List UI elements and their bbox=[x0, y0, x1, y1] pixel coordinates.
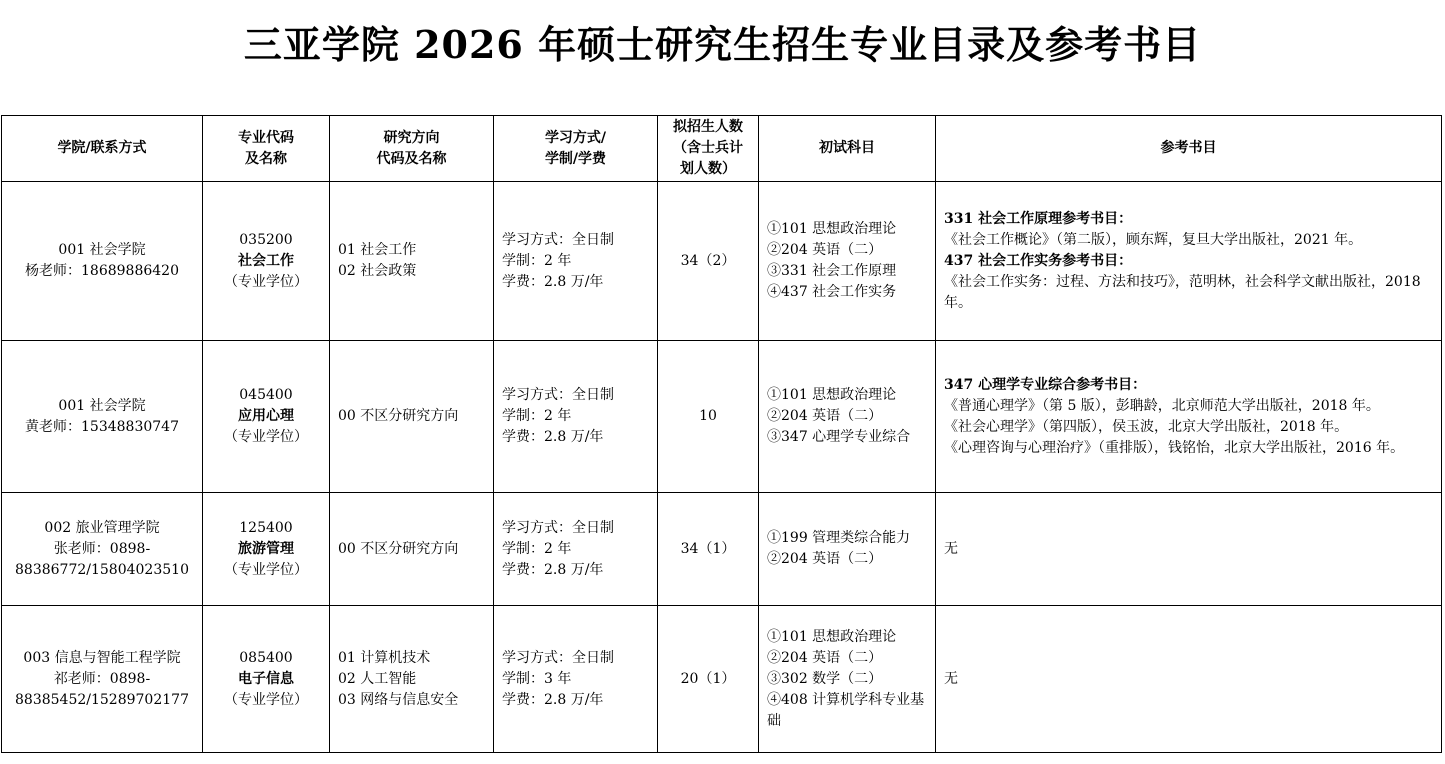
direction-item: 01 计算机技术 bbox=[338, 649, 431, 666]
direction-item: 03 网络与信息安全 bbox=[338, 691, 459, 708]
table-row bbox=[2, 182, 1442, 341]
header-major-line1: 专业代码 bbox=[238, 129, 294, 146]
major-degree: （专业学位） bbox=[224, 273, 308, 290]
books-cell bbox=[936, 341, 1442, 493]
header-books: 参考书目 bbox=[936, 116, 1442, 182]
major-code: 035200 bbox=[239, 231, 293, 248]
book-entry: 无 bbox=[944, 670, 958, 687]
major-degree: （专业学位） bbox=[224, 429, 308, 445]
books-cell bbox=[936, 606, 1442, 753]
direction-item: 01 社会工作 bbox=[338, 242, 417, 258]
book-entry: 无 bbox=[944, 540, 958, 557]
major-cell bbox=[203, 606, 330, 753]
college-name: 003 信息与智能工程学院 bbox=[23, 649, 181, 666]
header-quota-line2: （含士兵计 bbox=[673, 140, 743, 156]
exam-cell bbox=[759, 182, 936, 341]
header-direction-line2: 代码及名称 bbox=[376, 150, 447, 167]
exam-item: ②204 英语（二） bbox=[767, 242, 883, 258]
exam-cell bbox=[759, 606, 936, 753]
page-title: 三亚学院 2026 年硕士研究生招生专业目录及参考书目 bbox=[243, 22, 1202, 67]
books-cell bbox=[936, 182, 1442, 341]
study-cell bbox=[494, 606, 658, 753]
exam-item: ①101 思想政治理论 bbox=[767, 221, 897, 237]
header-quota-line1: 拟招生人数 bbox=[673, 119, 743, 135]
study-fee: 学费：2.8 万/年 bbox=[502, 429, 604, 445]
major-degree: （专业学位） bbox=[224, 561, 308, 578]
header-major-line2: 及名称 bbox=[245, 150, 287, 167]
header-study-line2: 学制/学费 bbox=[544, 150, 607, 167]
exam-item: ③347 心理学专业综合 bbox=[767, 429, 911, 445]
exam-item: ④437 社会工作实务 bbox=[767, 284, 897, 300]
major-name: 电子信息 bbox=[238, 670, 294, 687]
exam-item: ①101 思想政治理论 bbox=[767, 387, 897, 403]
college-contact: 祁老师：0898- bbox=[53, 670, 151, 687]
major-cell bbox=[203, 182, 330, 341]
major-degree: （专业学位） bbox=[224, 691, 308, 708]
college-contact-phone: 88385452/15289702177 bbox=[15, 691, 189, 708]
exam-cell bbox=[759, 493, 936, 606]
direction-item: 02 人工智能 bbox=[338, 670, 417, 687]
exam-item: ①101 思想政治理论 bbox=[767, 628, 897, 645]
study-years: 学制：3 年 bbox=[502, 670, 572, 687]
college-cell bbox=[2, 182, 203, 341]
quota-cell: 20（1） bbox=[658, 606, 759, 753]
exam-item: ③302 数学（二） bbox=[767, 670, 883, 687]
books-cell bbox=[936, 493, 1442, 606]
study-cell bbox=[494, 493, 658, 606]
header-study-line1: 学习方式/ bbox=[544, 129, 607, 146]
book-entry: 《心理咨询与心理治疗》（重排版），钱铭怡，北京大学出版社，2016 年。 bbox=[944, 439, 1405, 456]
quota-cell: 10 bbox=[658, 341, 759, 493]
study-mode: 学习方式：全日制 bbox=[502, 387, 614, 403]
study-cell bbox=[494, 182, 658, 341]
study-cell bbox=[494, 341, 658, 493]
header-study bbox=[494, 116, 658, 182]
exam-item: ③331 社会工作原理 bbox=[767, 263, 897, 279]
header-exam: 初试科目 bbox=[759, 116, 936, 182]
direction-cell bbox=[330, 182, 494, 341]
header-quota-line3: 划人数） bbox=[680, 161, 736, 177]
college-name: 002 旅业管理学院 bbox=[44, 519, 160, 536]
book-entry: 《社会心理学》（第四版），侯玉波，北京大学出版社，2018 年。 bbox=[944, 418, 1349, 435]
header-direction bbox=[330, 116, 494, 182]
direction-cell bbox=[330, 606, 494, 753]
exam-item: ④408 计算机学科专业基础 bbox=[767, 691, 925, 729]
catalog-table bbox=[1, 115, 1442, 753]
book-heading: 437 社会工作实务参考书目： bbox=[944, 252, 1133, 269]
major-cell bbox=[203, 341, 330, 493]
direction-item: 02 社会政策 bbox=[338, 263, 417, 279]
major-name: 旅游管理 bbox=[238, 540, 294, 557]
quota-cell: 34（1） bbox=[658, 493, 759, 606]
college-name: 001 社会学院 bbox=[58, 242, 146, 258]
book-entry: 《社会工作实务：过程、方法和技巧》，范明林，社会科学文献出版社，2018 年。 bbox=[944, 273, 1421, 311]
exam-item: ②204 英语（二） bbox=[767, 408, 883, 424]
direction-cell bbox=[330, 493, 494, 606]
study-fee: 学费：2.8 万/年 bbox=[502, 691, 604, 708]
direction-cell bbox=[330, 341, 494, 493]
major-name: 应用心理 bbox=[238, 408, 294, 424]
college-contact: 张老师：0898- bbox=[53, 540, 151, 557]
header-major bbox=[203, 116, 330, 182]
major-code: 085400 bbox=[239, 649, 293, 666]
table-row bbox=[2, 341, 1442, 493]
major-code: 045400 bbox=[239, 387, 293, 403]
quota-cell: 34（2） bbox=[658, 182, 759, 341]
college-contact: 杨老师：18689886420 bbox=[25, 263, 179, 279]
study-mode: 学习方式：全日制 bbox=[502, 231, 614, 248]
major-code: 125400 bbox=[239, 519, 293, 536]
study-years: 学制：2 年 bbox=[502, 540, 572, 557]
study-mode: 学习方式：全日制 bbox=[502, 519, 614, 536]
header-direction-line1: 研究方向 bbox=[383, 129, 440, 146]
college-cell bbox=[2, 341, 203, 493]
college-cell bbox=[2, 606, 203, 753]
table-row bbox=[2, 606, 1442, 753]
college-contact: 黄老师：15348830747 bbox=[25, 418, 179, 435]
exam-item: ①199 管理类综合能力 bbox=[767, 530, 911, 546]
exam-cell bbox=[759, 341, 936, 493]
exam-item: ②204 英语（二） bbox=[767, 649, 883, 666]
book-heading: 347 心理学专业综合参考书目： bbox=[944, 376, 1147, 393]
direction-item: 00 不区分研究方向 bbox=[338, 540, 459, 557]
header-college: 学院/联系方式 bbox=[2, 116, 203, 182]
header-row bbox=[2, 116, 1442, 182]
book-entry: 《社会工作概论》（第二版），顾东辉，复旦大学出版社，2021 年。 bbox=[944, 231, 1363, 248]
college-cell bbox=[2, 493, 203, 606]
table-row bbox=[2, 493, 1442, 606]
study-fee: 学费：2.8 万/年 bbox=[502, 561, 604, 578]
study-years: 学制：2 年 bbox=[502, 408, 572, 424]
study-years: 学制：2 年 bbox=[502, 252, 572, 269]
college-contact-phone: 88386772/15804023510 bbox=[15, 561, 189, 578]
college-name: 001 社会学院 bbox=[58, 397, 146, 414]
study-mode: 学习方式：全日制 bbox=[502, 649, 614, 666]
major-name: 社会工作 bbox=[238, 252, 294, 269]
major-cell bbox=[203, 493, 330, 606]
direction-item: 00 不区分研究方向 bbox=[338, 408, 459, 424]
exam-item: ②204 英语（二） bbox=[767, 551, 883, 567]
study-fee: 学费：2.8 万/年 bbox=[502, 273, 604, 290]
header-quota bbox=[658, 116, 759, 182]
book-entry: 《普通心理学》（第 5 版），彭聃龄，北京师范大学出版社，2018 年。 bbox=[944, 397, 1380, 414]
book-heading: 331 社会工作原理参考书目： bbox=[944, 210, 1133, 227]
